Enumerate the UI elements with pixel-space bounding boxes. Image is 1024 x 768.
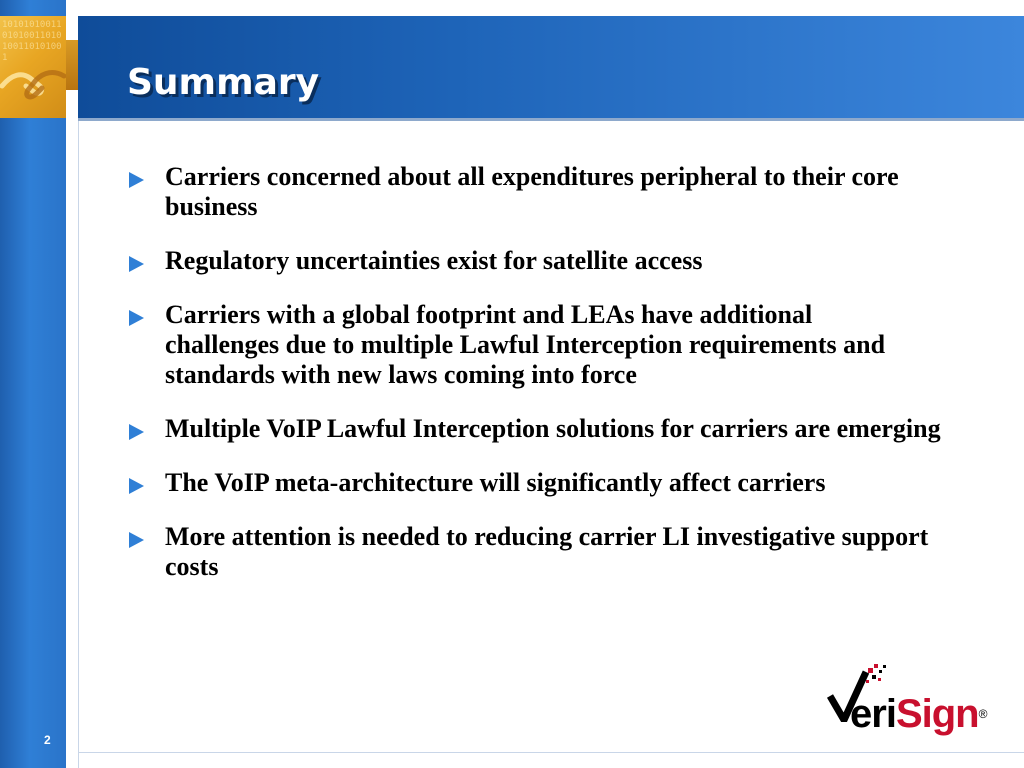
handshake-icon: [0, 46, 66, 118]
bullet-text: Multiple VoIP Lawful Interception solutions for carriers are emerging: [165, 414, 941, 443]
handshake-image-icon: [0, 16, 66, 118]
triangle-bullet-icon: [129, 424, 144, 440]
left-divider-line: [78, 120, 79, 768]
bullet-item: [127, 522, 987, 582]
verisign-wordmark: eriSign®: [850, 692, 987, 736]
title-tile-accent: [66, 40, 78, 90]
bullet-text: More attention is needed to reducing carrier LI investigative support costs: [165, 522, 929, 581]
bullet-item: [127, 300, 987, 390]
bullet-text: The VoIP meta-architecture will significantly affect carriers: [165, 468, 826, 497]
bullet-text: Carriers with a global footprint and LEAs have additional challenges due to multiple Lawful Interception requirements and standards with new laws coming into force: [165, 300, 886, 389]
bullet-text: Regulatory uncertainties exist for satellite access: [165, 246, 703, 275]
left-sidebar-gap: [66, 0, 78, 768]
verisign-logo: [826, 662, 1006, 742]
triangle-bullet-icon: [129, 172, 144, 188]
bullet-item: [127, 246, 987, 276]
triangle-bullet-icon: [129, 310, 144, 326]
triangle-bullet-icon: [129, 532, 144, 548]
bullet-item: [127, 468, 987, 498]
top-strip: [0, 0, 1024, 16]
slide-number: 2: [44, 733, 51, 747]
bullet-item: [127, 414, 987, 444]
bottom-divider-line: [78, 752, 1024, 753]
bullet-text: Carriers concerned about all expenditures peripheral to their core business: [165, 162, 899, 221]
triangle-bullet-icon: [129, 256, 144, 272]
binary-pattern-icon: 1010101001101010011010100110101001: [2, 20, 62, 63]
bullet-list: [127, 162, 987, 606]
slide-title: Summary: [127, 62, 320, 103]
triangle-bullet-icon: [129, 478, 144, 494]
bullet-item: [127, 162, 987, 222]
title-band-shadow: [78, 118, 1024, 121]
